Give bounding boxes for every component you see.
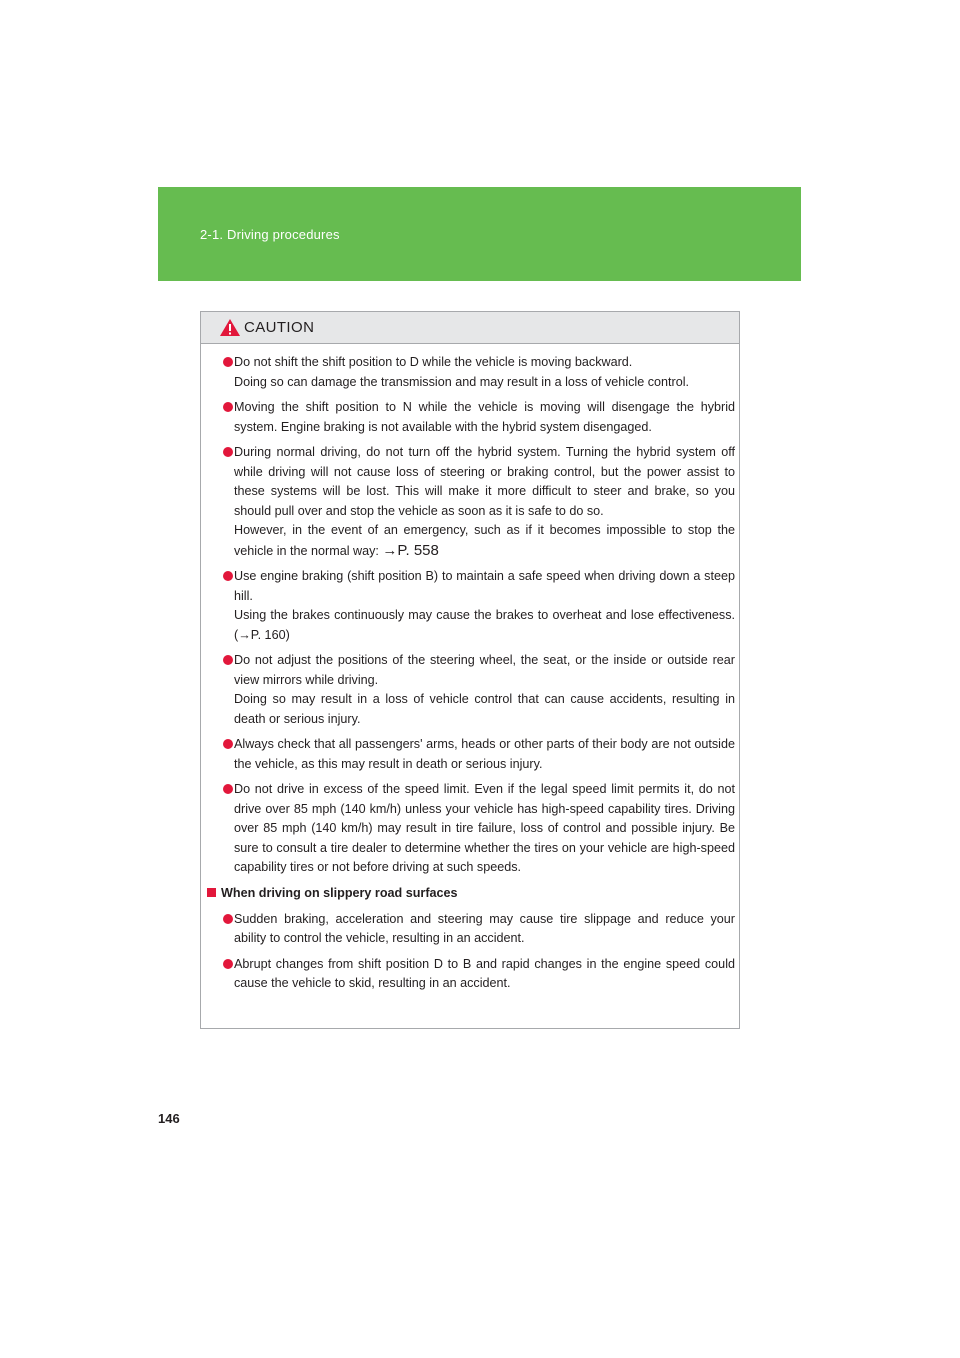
bullet-icon <box>223 357 233 367</box>
caution-box <box>200 311 740 1029</box>
caution-label: CAUTION <box>244 319 315 336</box>
caution-text: Doing so may result in a loss of vehicle control that can cause accidents, resulting in death or serious injury. <box>234 692 735 726</box>
page-number: 146 <box>158 1111 180 1126</box>
caution-text: Use engine braking (shift position B) to maintain a safe speed when driving down a steep hill. <box>234 569 735 603</box>
caution-body <box>201 353 741 1000</box>
caution-text: Do not drive in excess of the speed limit. Even if the legal speed limit permits it, do not drive over 85 mph (140 km/h) unless your vehicle has high-speed capability tires. Driving over 85 mph (140 km/h) may result in tire failure, loss of control and possible injury. Be sure to consult a tire dealer to determine whether the tires on your vehicle are high-speed capability tires or not before driving at such speeds. <box>234 782 735 874</box>
caution-item <box>201 651 741 729</box>
caution-text: Sudden braking, acceleration and steering may cause tire slippage and reduce your ability to control the vehicle, resulting in an accident. <box>234 911 735 945</box>
caution-item <box>201 443 741 561</box>
bullet-icon <box>223 447 233 457</box>
caution-text: Abrupt changes from shift position D to B and rapid changes in the engine speed could cause the vehicle to skid, resulting in an accident. <box>234 956 735 990</box>
caution-text: Using the brakes continuously may cause the brakes to overheat and lose effectiveness. (→P. 160) <box>234 608 735 642</box>
caution-text: Do not adjust the positions of the steering wheel, the seat, or the inside or outside rear view mirrors while driving. <box>234 653 735 687</box>
bullet-icon <box>223 571 233 581</box>
caution-item <box>201 353 741 392</box>
subsection-title: When driving on slippery road surfaces <box>221 885 458 900</box>
bullet-icon <box>223 655 233 665</box>
caution-text: However, in the event of an emergency, such as if it becomes impossible to stop the vehicle in the normal way: <box>234 523 735 558</box>
section-header-band <box>158 187 801 281</box>
caution-item <box>201 398 741 437</box>
bullet-icon <box>223 402 233 412</box>
caution-item <box>201 567 741 645</box>
caution-text: Moving the shift position to N while the vehicle is moving will disengage the hybrid system. Engine braking is not available with the hybrid system disengaged. <box>234 400 735 434</box>
section-title: 2-1. Driving procedures <box>200 227 340 242</box>
caution-text: Do not shift the shift position to D while the vehicle is moving backward. <box>234 355 633 369</box>
caution-item <box>201 735 741 774</box>
warning-icon <box>219 318 241 337</box>
bullet-icon <box>223 959 233 969</box>
caution-item <box>201 910 741 949</box>
caution-text: Doing so can damage the transmission and may result in a loss of vehicle control. <box>234 374 690 389</box>
caution-item <box>201 955 741 994</box>
page-reference-link[interactable]: →P. 558 <box>382 541 439 559</box>
bullet-icon <box>223 784 233 794</box>
square-bullet-icon <box>207 888 216 897</box>
caution-header <box>201 312 739 344</box>
subsection-heading <box>201 884 741 904</box>
caution-text: During normal driving, do not turn off the hybrid system. Turning the hybrid system off while driving will not cause loss of steering or braking control, but the power assist to these systems will be lost. This will make it more difficult to steer and brake, so you should pull over and stop the vehicle as soon as it is safe to do so. <box>234 445 735 518</box>
bullet-icon <box>223 739 233 749</box>
caution-text: Always check that all passengers' arms, heads or other parts of their body are not outside the vehicle, as this may result in death or serious injury. <box>234 737 735 771</box>
caution-item <box>201 780 741 878</box>
bullet-icon <box>223 914 233 924</box>
